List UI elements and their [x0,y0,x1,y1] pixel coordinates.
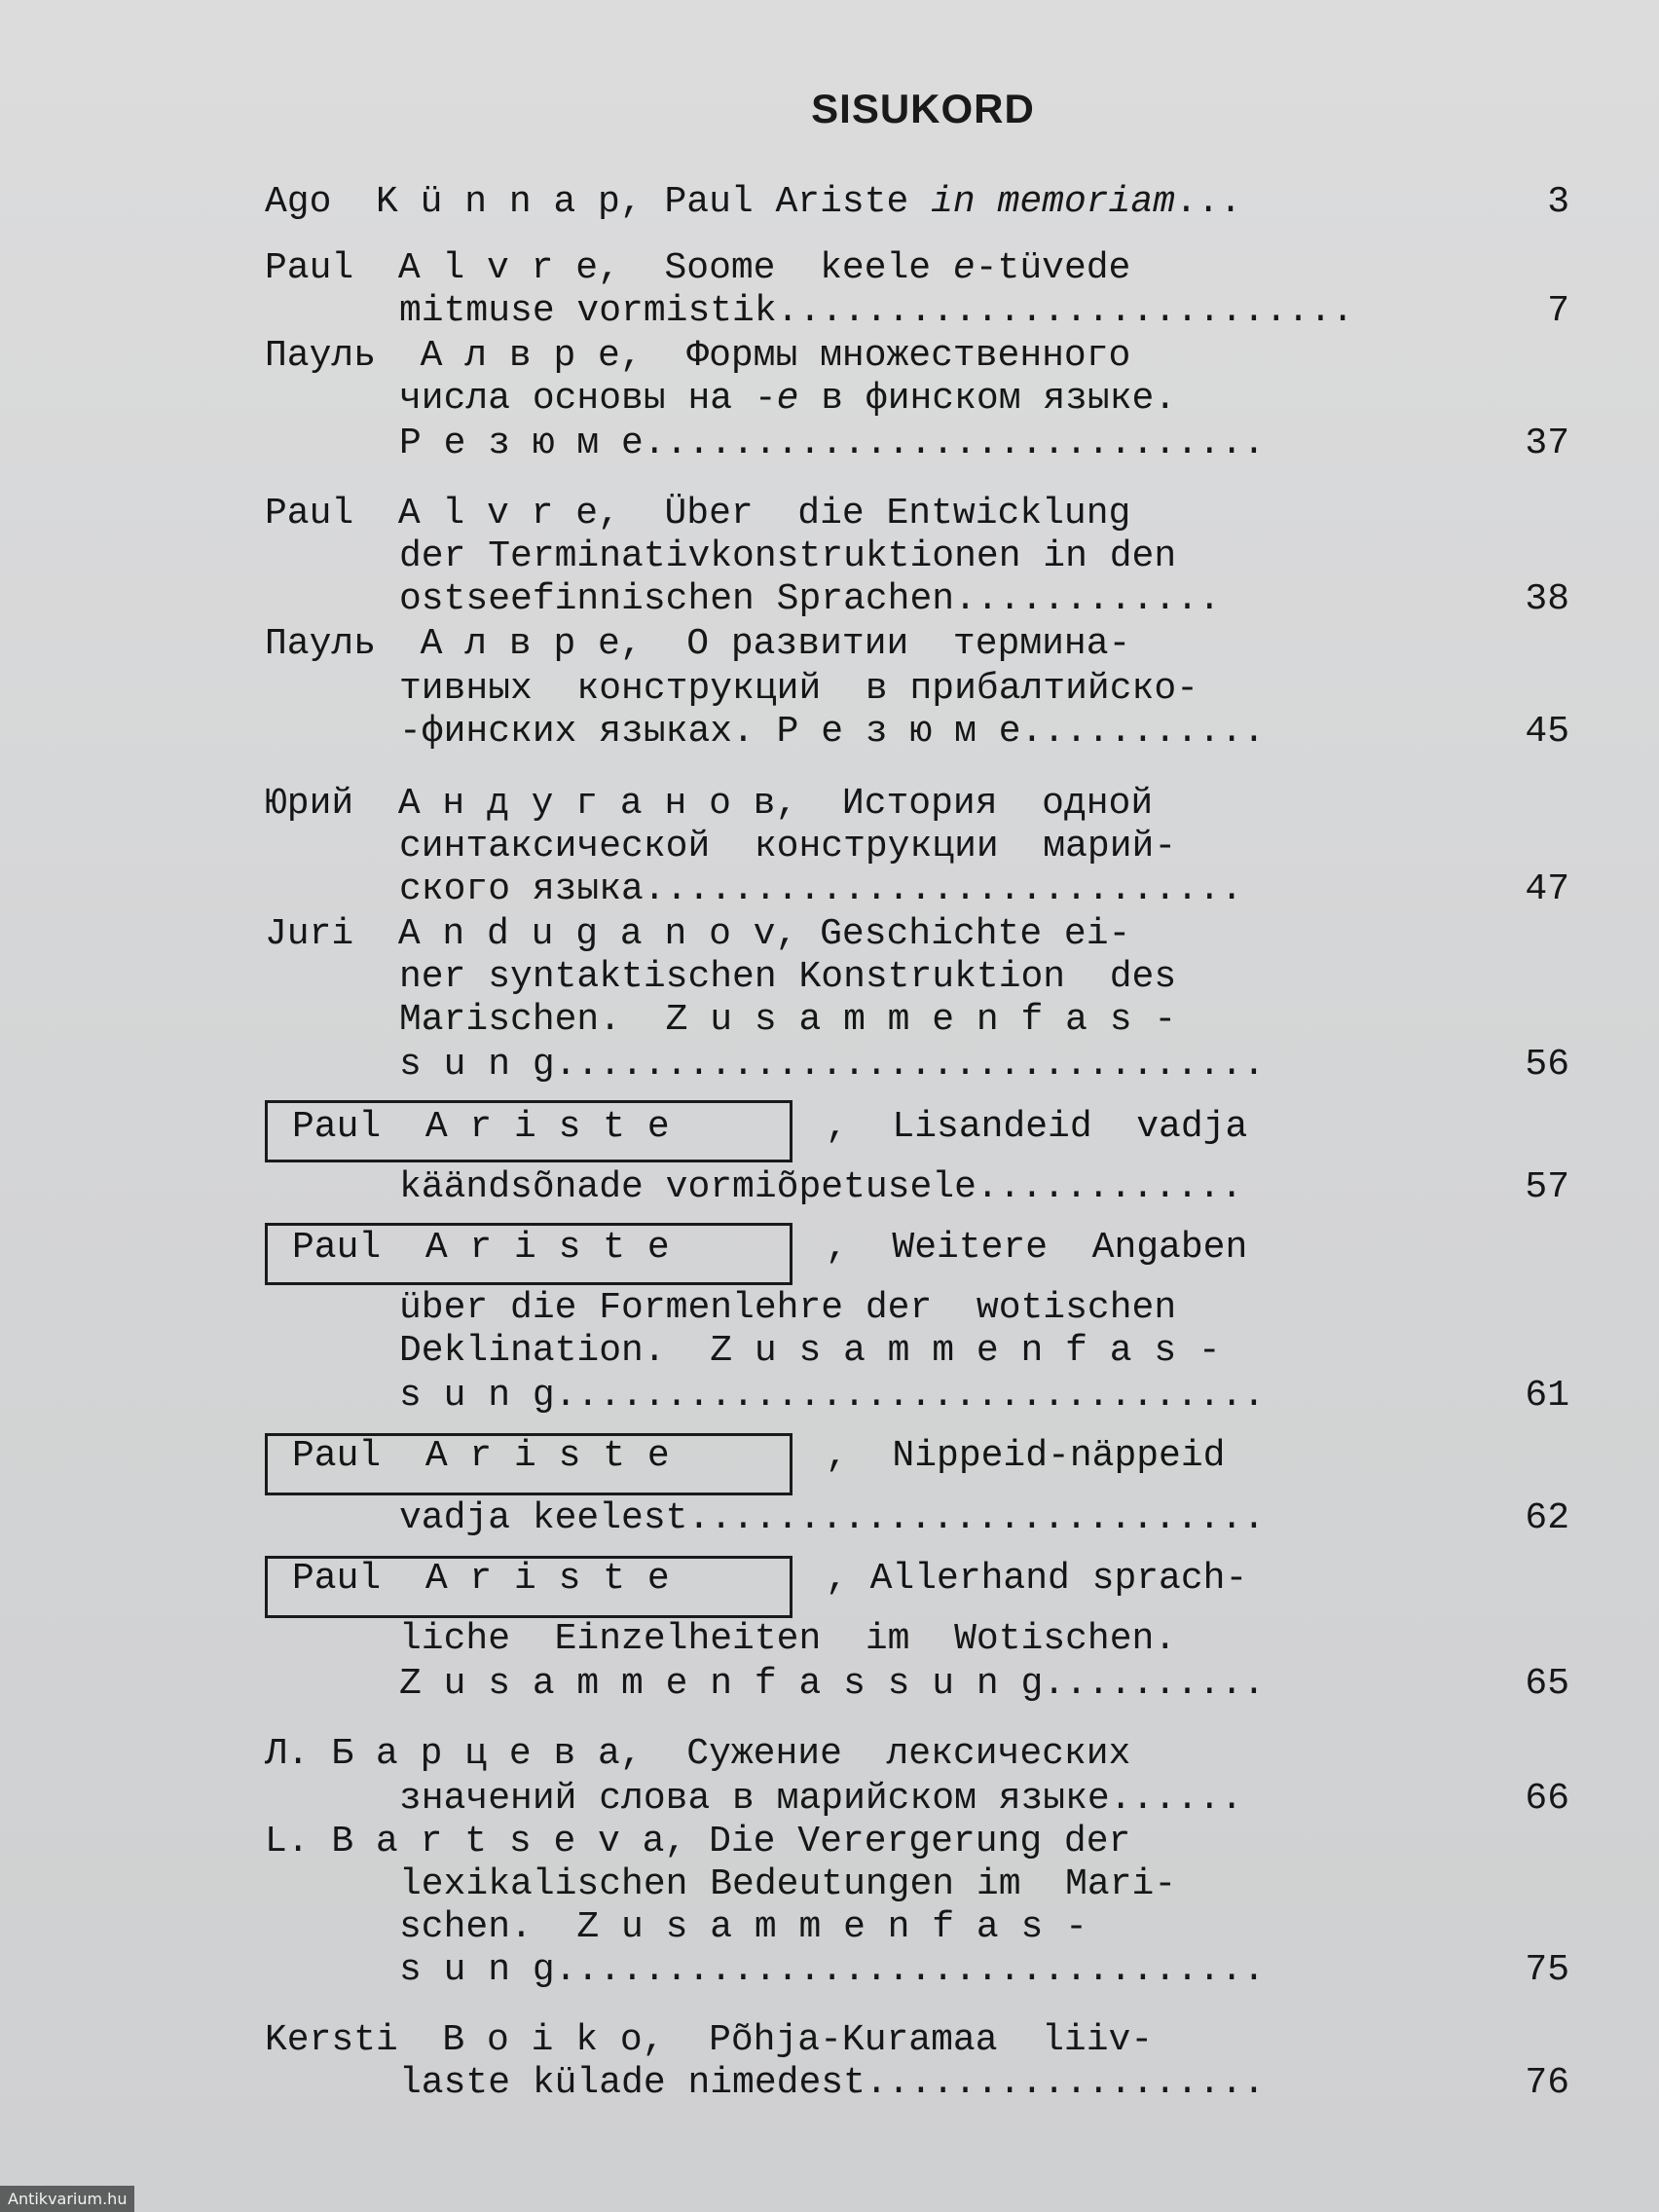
toc-line: Kersti B o i k o, Põhja-Kuramaa liiv- [265,2019,1154,2061]
toc-page-number: 66 [1525,1778,1569,1820]
toc-line: тивных конструкций в прибалтийско- [399,668,1198,710]
toc-line: Deklination. Z u s a m m e n f a s - [399,1330,1221,1372]
toc-line: s u n g................................ [399,1044,1266,1086]
toc-page-number: 62 [1525,1497,1569,1539]
toc-line: , Allerhand sprach- [826,1558,1248,1600]
toc-page-number: 65 [1525,1663,1569,1705]
toc-line: Пауль А л в р е, О развитии термина- [265,623,1131,665]
toc-line: L. B a r t s e v a, Die Verergerung der [265,1821,1131,1862]
toc-line: der Terminativkonstruktionen in den [399,535,1177,577]
toc-line: käändsõnade vormiõpetusele............ [399,1166,1243,1208]
toc-line: ostseefinnischen Sprachen............ [399,578,1221,620]
toc-line: Р е з ю м е............................ [399,423,1266,464]
toc-page-number: 61 [1525,1375,1569,1417]
toc-line: schen. Z u s a m m e n f a s - [399,1906,1088,1948]
toc-line: s u n g................................ [399,1375,1266,1417]
toc-page-number: 3 [1547,181,1569,223]
toc-line: Пауль А л в р е, Формы множественного [265,335,1131,377]
toc-line: laste külade nimedest.................. [399,2062,1266,2104]
toc-page-number: 56 [1525,1044,1569,1086]
toc-line: Л. Б а р ц е в а, Сужение лексических [265,1733,1131,1775]
toc-line: lexikalischen Bedeutungen im Mari- [399,1863,1177,1905]
toc-line: Z u s a m m e n f a s s u n g.......... [399,1663,1266,1705]
toc-line: Юрий А н д у г а н о в, История одной [265,783,1154,825]
toc-line: Paul A l v r e, Soome keele e-tüvede [265,247,1131,289]
toc-page-number: 37 [1525,423,1569,464]
toc-boxed-author: Paul A r i s t e [292,1106,670,1148]
toc-boxed-author: Paul A r i s t e [292,1558,670,1600]
toc-line: mitmuse vormistik.......................... [399,290,1354,332]
toc-line: значений слова в марийском языке...... [399,1778,1243,1820]
page-title: SISUKORD [811,86,1035,131]
toc-line: , Weitere Angaben [826,1227,1248,1269]
toc-page-number: 38 [1525,578,1569,620]
toc-line: , Lisandeid vadja [826,1106,1248,1148]
toc-line: s u n g................................ [399,1949,1266,1991]
site-watermark: Antikvarium.hu [0,2186,134,2212]
toc-line: Ago K ü n n a p, Paul Ariste in memoriam... [265,181,1242,223]
toc-line: Paul A l v r e, Über die Entwicklung [265,493,1131,535]
toc-page-number: 47 [1525,868,1569,910]
toc-line: vadja keelest.......................... [399,1497,1266,1539]
toc-line: синтаксической конструкции марий- [399,826,1177,867]
toc-boxed-author: Paul A r i s t e [292,1435,670,1477]
toc-page-number: 7 [1547,290,1569,332]
toc-page-number: 75 [1525,1949,1569,1991]
toc-line: Juri A n d u g a n o v, Geschichte ei- [265,913,1131,955]
toc-page-number: 45 [1525,711,1569,753]
toc-page-number: 57 [1525,1166,1569,1208]
toc-line: Marischen. Z u s a m m e n f a s - [399,999,1177,1041]
toc-line: , Nippeid-näppeid [826,1435,1226,1477]
toc-line: ner syntaktischen Konstruktion des [399,956,1177,998]
toc-line: über die Formenlehre der wotischen [399,1287,1177,1329]
toc-boxed-author: Paul A r i s t e [292,1227,670,1269]
toc-page-number: 76 [1525,2062,1569,2104]
toc-line: ского языка........................... [399,868,1243,910]
toc-line: -финских языках. Р е з ю м е........... [399,711,1266,753]
toc-line: liche Einzelheiten im Wotischen. [399,1618,1177,1660]
toc-line: числа основы на -e в финском языке. [399,378,1177,420]
